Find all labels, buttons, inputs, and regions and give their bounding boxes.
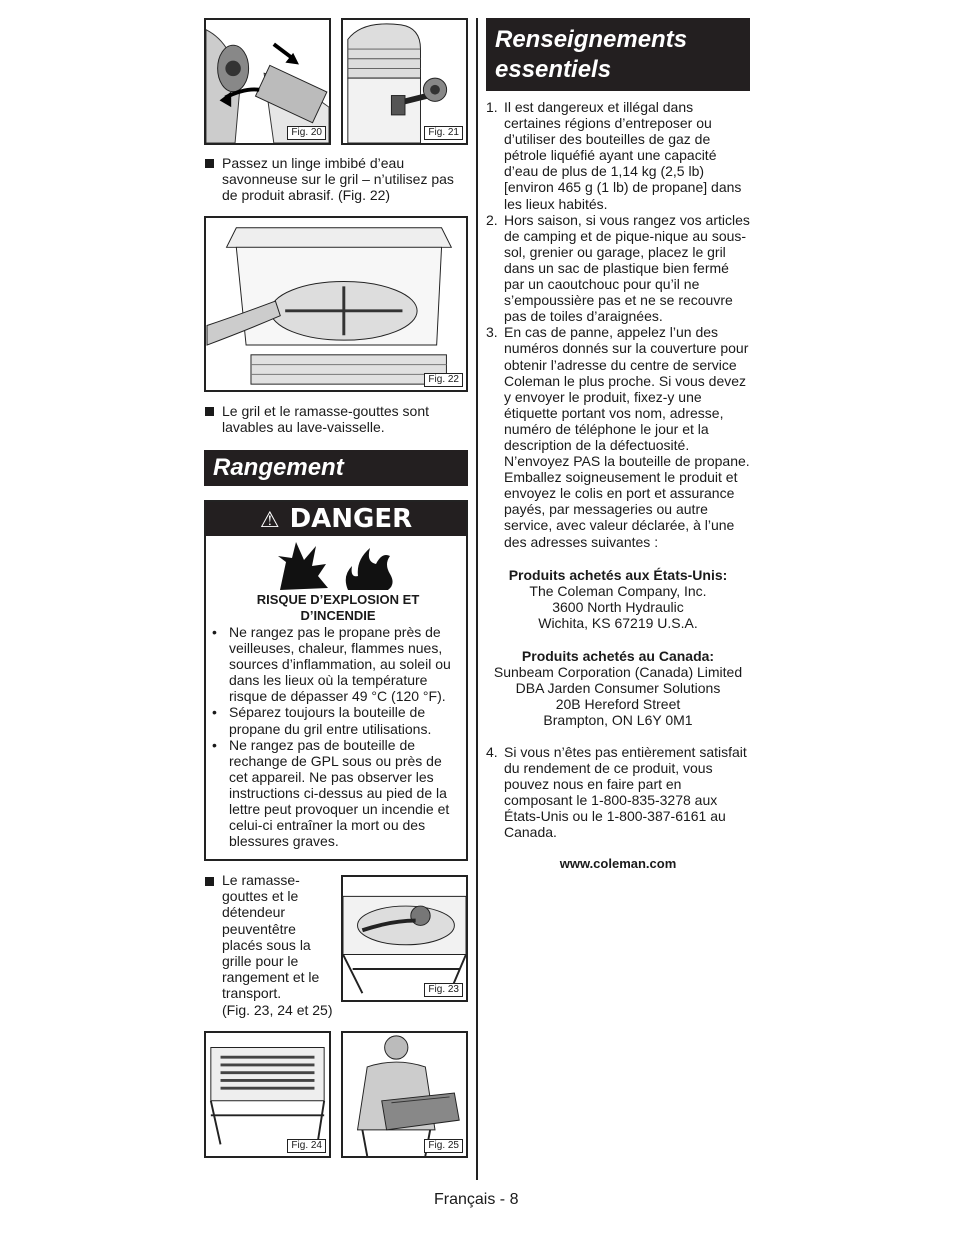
danger-list-item: • Séparez toujours la bouteille de propane du gril entre utilisations. bbox=[212, 704, 432, 737]
danger-list-item: • Ne rangez pas le propane près de veilleuses, chaleur, flammes nues, sources d’inflammation, au soleil ou dans les lieux où la température risque de dépasser 49 °C (120 °F). bbox=[212, 624, 451, 705]
danger-list-item: • Ne rangez pas de bouteille de rechange de GPL sous ou près de cet appareil. Ne pas observer les instructions ci-dessus au pied de la lettre peut provoquer un incendie et celui-ci entraîner la mort ou des blessures graves. bbox=[212, 736, 450, 850]
warning-triangle-icon: ⚠ bbox=[259, 508, 280, 533]
figure-25 bbox=[341, 1031, 468, 1158]
danger-label: DANGER bbox=[289, 504, 413, 534]
danger-list bbox=[210, 624, 460, 849]
info-list bbox=[486, 99, 750, 550]
explosion-fire-icons bbox=[278, 542, 396, 592]
figure-label: Fig. 23 bbox=[424, 983, 463, 997]
column-divider bbox=[476, 18, 478, 1180]
dishwasher-note: Le gril et le ramasse-gouttes sont lavables au lave-vaisselle. bbox=[222, 403, 429, 436]
figure-label: Fig. 21 bbox=[424, 126, 463, 140]
info-list-continued bbox=[486, 744, 750, 841]
figure-label: Fig. 25 bbox=[424, 1139, 463, 1153]
figure-24 bbox=[204, 1031, 331, 1158]
illustration-regulator-stored bbox=[343, 877, 466, 1000]
illustration-regulator-detach bbox=[343, 20, 466, 143]
canada-address-block: Produits achetés au Canada: Sunbeam Corporation (Canada) Limited DBA Jarden Consumer Solutions 20B Hereford Street Brampton, ON L6Y 0M1 bbox=[493, 648, 743, 729]
info-list-item: 4. Si vous n’êtes pas entièrement satisfait du rendement de ce produit, vous pouvez nous en faire part en composant le 1-800-835-3278 aux États-Unis ou le 1-800-387-6161 au Canada. bbox=[486, 744, 747, 841]
website-link[interactable]: www.coleman.com bbox=[559, 856, 677, 871]
storage-note: Le ramasse- gouttes et le détendeur peuventêtre placés sous la grille pour le rangement et le transport. (Fig. 23, 24 et 25) bbox=[222, 872, 333, 1018]
info-list-item: 2. Hors saison, si vous rangez vos articles de camping et de pique-nique au sous-sol, grenier ou garage, placez le gril dans un sac de plastique bien fermé par un caoutchouc pour qu’il ne s’empoussière pas et ne se recouvre pas de toiles d’araignées. bbox=[486, 211, 750, 325]
bullet-dot-icon: • bbox=[212, 736, 217, 753]
bullet-dot-icon: • bbox=[212, 704, 217, 721]
bullet-square bbox=[205, 877, 214, 886]
figure-label: Fig. 24 bbox=[287, 1139, 326, 1153]
figure-23 bbox=[341, 875, 468, 1002]
figure-label: Fig. 20 bbox=[287, 126, 326, 140]
illustration-person-carrying-grill bbox=[343, 1033, 466, 1156]
figure-20 bbox=[204, 18, 331, 145]
illustration-grate-installed bbox=[206, 1033, 329, 1156]
illustration-cylinder-removal bbox=[206, 20, 329, 143]
danger-header bbox=[206, 502, 466, 536]
illustration-wiping-grill bbox=[206, 218, 466, 390]
danger-warning-box bbox=[204, 500, 468, 861]
us-address-block: Produits achetés aux États-Unis: The Coleman Company, Inc. 3600 North Hydraulic Wichita, KS 67219 U.S.A. bbox=[508, 567, 728, 632]
page-footer: Français - 8 bbox=[434, 1191, 519, 1208]
fire-icon bbox=[346, 548, 393, 590]
figure-21 bbox=[341, 18, 468, 145]
risk-title: RISQUE D’EXPLOSION ET D’INCENDIE bbox=[256, 592, 420, 623]
explosion-icon bbox=[278, 542, 328, 590]
bullet-square bbox=[205, 407, 214, 416]
info-list-item: 3. En cas de panne, appelez l’un des numéros donnés sur la couverture pour obtenir l’adresse du centre de service Coleman le plus proche. Si vous devez y envoyer le produit, fixez-y une étiquette portant vos nom, adresse, numéro de téléphone le jour et la description de la défectuosité. N’envoyez PAS la bouteille de propane. Emballez soigneusement le produit et envoyez le colis en port et assurance payés, par messageries ou autre service, avec valeur déclarée, à l’une des adresses suivantes : bbox=[486, 324, 750, 550]
section-title-rangement: Rangement bbox=[204, 450, 468, 486]
figure-22 bbox=[204, 216, 468, 392]
bullet-square bbox=[205, 159, 214, 168]
figure-label: Fig. 22 bbox=[424, 373, 463, 387]
cleaning-instruction: Passez un linge imbibé d’eau savonneuse sur le gril – n’utilisez pas de produit abrasif. (Fig. 22) bbox=[222, 155, 454, 204]
info-list-item: 1. Il est dangereux et illégal dans certaines régions d’entreposer ou d’utiliser des bouteilles de gaz de pétrole liquéfié ayant une capacité d’eau de plus de 1,14 kg (2,5 lb) [environ 465 g (1 lb) de propane] dans les lieux habités. bbox=[486, 99, 742, 212]
section-title-renseignements: Renseignements essentiels bbox=[486, 18, 750, 91]
bullet-dot-icon: • bbox=[212, 624, 217, 640]
